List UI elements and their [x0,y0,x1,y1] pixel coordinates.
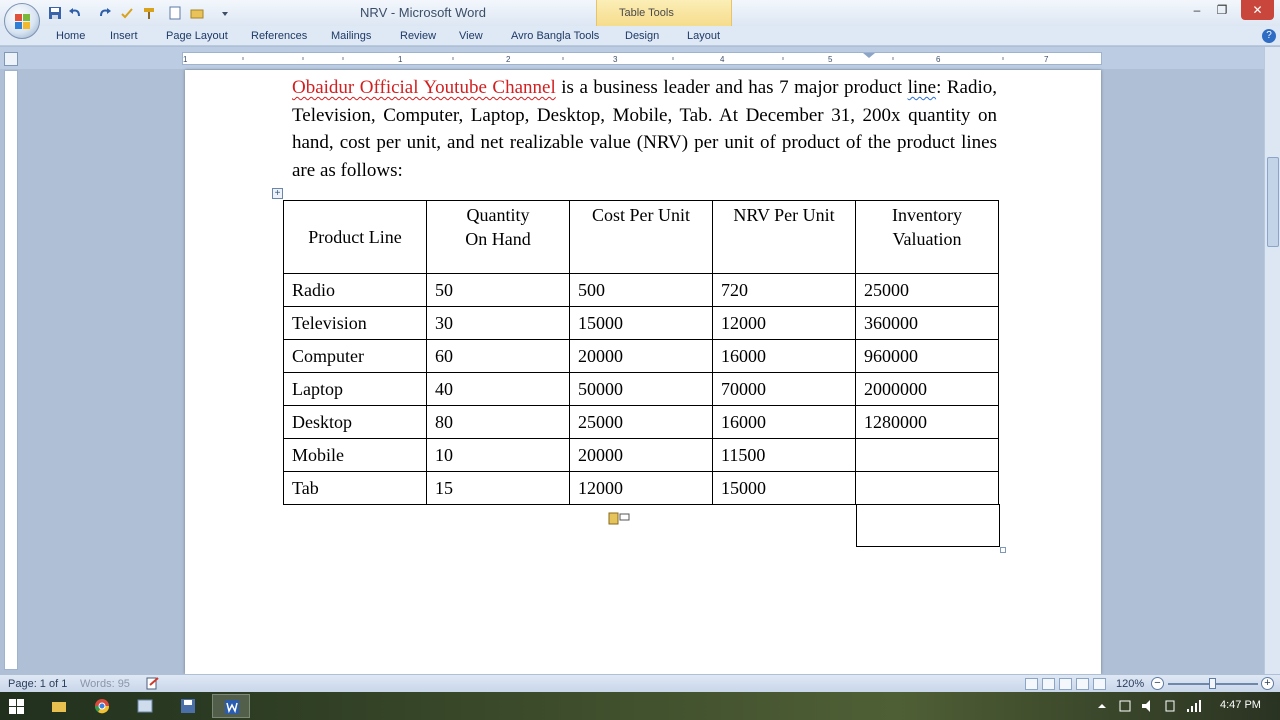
header-product-line[interactable] [284,201,427,274]
taskbar-file-explorer[interactable] [40,694,78,718]
print-layout-view-icon[interactable] [1025,678,1038,690]
table-tools-label: Table Tools [619,7,674,19]
full-screen-reading-view-icon[interactable] [1042,678,1055,690]
table-cell[interactable] [856,472,999,505]
table-cell[interactable]: 16000 [713,406,856,439]
channel-name: Obaidur Official Youtube Channel [292,77,556,98]
ruler-number: 1 [183,55,188,64]
header-quantity[interactable] [427,201,570,274]
office-logo-icon [14,13,31,30]
ruler-number: 6 [936,55,941,64]
table-tools-group [596,0,732,26]
system-tray-icons[interactable] [1096,698,1206,714]
ruler-number: 1 [398,55,403,64]
title-bar [0,0,1280,26]
page-count[interactable]: Page: 1 of 1 [8,678,68,690]
table-cell[interactable]: 20000 [570,439,713,472]
table-cell[interactable]: 12000 [713,307,856,340]
outline-view-icon[interactable] [1076,678,1089,690]
table-cell[interactable]: 50000 [570,373,713,406]
header-text: Quantity [466,205,530,225]
table-row [284,439,999,472]
window-app-icon [137,698,153,714]
table-row [284,406,999,439]
table-cell[interactable]: 15000 [570,307,713,340]
intro-paragraph[interactable] [292,74,997,184]
tab-home[interactable]: Home [56,30,86,42]
table-cell[interactable]: 40 [427,373,570,406]
inventory-table[interactable] [283,200,999,505]
ruler-number: 5 [828,55,833,64]
table-row [284,274,999,307]
spelling-icon[interactable] [120,6,134,20]
tab-selector[interactable] [4,52,18,66]
table-row [284,307,999,340]
table-move-handle-icon[interactable]: + [272,188,283,199]
taskbar-app[interactable] [126,694,164,718]
windows-taskbar [0,692,1280,720]
word-icon [224,699,240,715]
table-cell[interactable]: Desktop [284,406,427,439]
open-folder-icon[interactable] [190,6,204,20]
help-icon[interactable]: ? [1262,29,1276,43]
header-nrv-per-unit[interactable] [713,201,856,274]
table-cell[interactable]: 60 [427,340,570,373]
proofing-icon[interactable] [146,677,159,690]
customize-qat-icon[interactable] [218,6,232,20]
tab-mailings[interactable]: Mailings [331,30,372,42]
table-cell[interactable]: Laptop [284,373,427,406]
close-button[interactable]: ✕ [1241,0,1274,20]
format-painter-icon[interactable] [142,6,156,20]
vertical-scrollbar[interactable] [1264,47,1280,674]
table-cell[interactable]: 12000 [570,472,713,505]
table-cell[interactable] [856,439,999,472]
table-cell[interactable]: Mobile [284,439,427,472]
restore-button[interactable]: ❐ [1216,3,1228,17]
paragraph-text: : Radio, Television, Computer, Laptop, Desktop, Mobile, Tab. At December 31, 200x quantity on hand, cost per unit, and net realizable value (NRV) per unit of product of the product lines are as follows: [292,77,998,181]
windows-start-icon[interactable] [9,699,24,714]
header-text: NRV Per Unit [733,205,835,225]
table-header-row [284,201,999,274]
redo-icon[interactable] [98,6,112,20]
table-cell[interactable]: 80 [427,406,570,439]
zoom-slider-thumb[interactable] [1209,678,1216,689]
table-cell[interactable]: Radio [284,274,427,307]
header-text: Product Line [308,227,402,247]
web-layout-view-icon[interactable] [1059,678,1072,690]
zoom-out-button[interactable]: − [1151,677,1164,690]
header-text: Valuation [892,229,962,249]
header-inventory-valuation[interactable] [856,201,999,274]
header-cost-per-unit[interactable] [570,201,713,274]
zoom-level[interactable]: 120% [1116,678,1145,690]
table-resize-handle-icon[interactable] [1000,547,1006,553]
table-cell[interactable]: 16000 [713,340,856,373]
tab-design[interactable]: Design [625,30,660,42]
table-cell[interactable]: 10 [427,439,570,472]
tab-insert[interactable]: Insert [110,30,138,42]
table-cell[interactable]: 960000 [856,340,999,373]
tab-view[interactable]: View [459,30,483,42]
taskbar-clock[interactable]: 4:47 PM [1220,699,1261,711]
table-cell[interactable]: 25000 [570,406,713,439]
header-text: On Hand [465,229,531,249]
table-row [284,373,999,406]
zoom-in-button[interactable]: + [1261,677,1274,690]
table-cell[interactable]: Tab [284,472,427,505]
indent-marker-icon[interactable] [863,53,875,58]
status-bar [0,674,1280,692]
table-cell[interactable]: 360000 [856,307,999,340]
table-cell[interactable]: 15 [427,472,570,505]
word-count[interactable]: Words: 95 [80,678,130,690]
table-row [284,472,999,505]
undo-icon[interactable] [68,6,82,20]
disk-icon [180,698,196,714]
ruler-number: 7 [1044,55,1049,64]
office-button[interactable] [4,3,40,39]
tab-references[interactable]: References [251,30,308,42]
ruler-number: 2 [506,55,511,64]
table-row [284,340,999,373]
vertical-ruler[interactable] [4,70,18,670]
ribbon-tab-bar [0,26,1280,46]
table-cell[interactable]: Computer [284,340,427,373]
ruler-ticks [183,53,1101,64]
taskbar-word[interactable] [212,694,250,718]
save-icon[interactable] [48,6,62,20]
table-cell[interactable]: 50 [427,274,570,307]
new-document-icon[interactable] [168,6,182,20]
tab-layout[interactable]: Layout [687,30,721,42]
paragraph-text: is a business leader and has 7 major product [555,77,908,98]
header-text: Cost Per Unit [591,205,690,225]
table-cell[interactable]: 500 [570,274,713,307]
header-text: Inventory [892,205,962,225]
taskbar-save-app[interactable] [169,694,207,718]
table-cell[interactable]: 15000 [713,472,856,505]
tab-review[interactable]: Review [400,30,437,42]
scrollbar-thumb[interactable] [1267,157,1279,247]
table-cell[interactable]: 2000000 [856,373,999,406]
table-cell[interactable]: 720 [713,274,856,307]
document-page[interactable] [185,70,1101,674]
tab-avro-bangla-tools[interactable]: Avro Bangla Tools [511,30,600,42]
table-cell[interactable]: 1280000 [856,406,999,439]
draft-view-icon[interactable] [1093,678,1106,690]
tab-page-layout[interactable]: Page Layout [166,30,228,42]
ruler-number: 4 [720,55,725,64]
taskbar-chrome[interactable] [83,694,121,718]
ruler-number: 3 [613,55,618,64]
table-cell[interactable]: 11500 [713,439,856,472]
paragraph-word-line: line [907,77,937,98]
extra-table-cell[interactable] [856,504,1000,547]
chrome-icon [94,698,110,714]
table-cell[interactable]: 70000 [713,373,856,406]
folder-icon [51,698,67,714]
table-cell[interactable]: Television [284,307,427,340]
minimize-button[interactable]: ‒ [1193,3,1201,17]
table-cell[interactable]: 20000 [570,340,713,373]
horizontal-ruler[interactable] [182,52,1102,65]
table-cell[interactable]: 25000 [856,274,999,307]
paste-options-icon[interactable] [608,511,630,525]
table-cell[interactable]: 30 [427,307,570,340]
window-title: NRV - Microsoft Word [360,5,486,20]
